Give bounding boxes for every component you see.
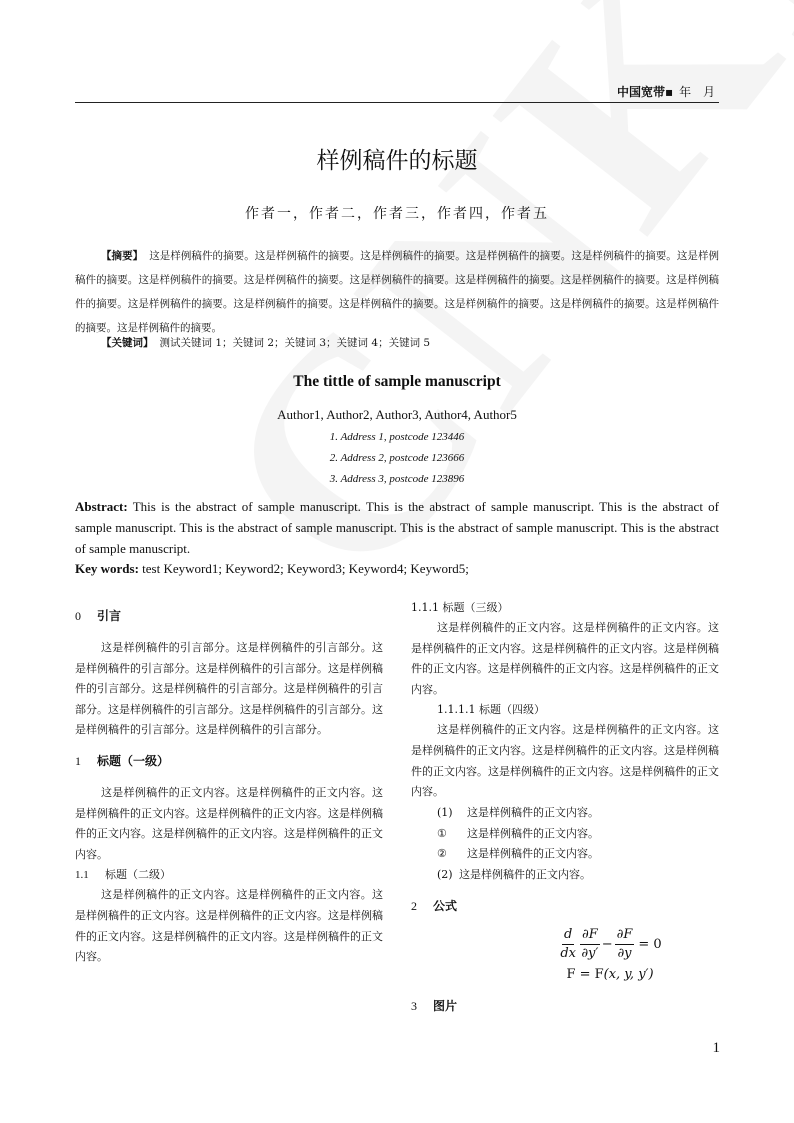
address-line: 2. Address 2, postcode 123666: [329, 452, 465, 464]
address-line: 1. Address 1, postcode 123446: [329, 431, 465, 443]
list-text: 这是样例稿件的正文内容。: [459, 868, 591, 882]
keywords-en-label: Key words:: [75, 561, 139, 576]
section-title: 图片: [433, 998, 458, 1013]
numerator: d: [562, 926, 574, 945]
section-number: 2: [411, 898, 417, 913]
list-text: 这是样例稿件的正文内容。: [467, 826, 599, 840]
keywords-cn: [75, 333, 719, 353]
body-paragraph: 这是样例稿件的正文内容。这是样例稿件的正文内容。这是样例稿件的正文内容。这是样例稿件的正文内容。这是样例稿件的正文内容。这是样例稿件的正文内容。这是样例稿件的正文内容。: [75, 888, 383, 964]
section-number: 1.1: [75, 869, 89, 882]
address-line: 3. Address 3, postcode 123896: [329, 473, 465, 485]
addresses: [0, 427, 794, 490]
abstract-en-label: Abstract:: [75, 499, 128, 514]
running-header: [75, 84, 719, 103]
section-heading: [411, 896, 719, 916]
section-heading: [75, 606, 383, 626]
authors-en: Author1, Author2, Author3, Author4, Author5: [277, 407, 517, 422]
section-title: 引言: [97, 609, 122, 623]
intro-paragraph: 这是样例稿件的引言部分。这是样例稿件的引言部分。这是样例稿件的引言部分。这是样例稿件的引言部分。这是样例稿件的引言部分。这是样例稿件的引言部分。这是样例稿件的引言部分。这是样例稿件的引言部分。这是样例稿件的引言部分。这是样例稿件的引言部分。这是样例稿件的引言部分。: [75, 641, 383, 737]
abstract-cn-label: 【摘要】: [101, 250, 144, 262]
equation-euler-lagrange: [501, 926, 719, 963]
list-marker: (1): [437, 805, 453, 819]
section-number: 3: [411, 998, 417, 1013]
abstract-en: [75, 496, 719, 559]
body-paragraph: 这是样例稿件的正文内容。这是样例稿件的正文内容。这是样例稿件的正文内容。这是样例稿件的正文内容。这是样例稿件的正文内容。这是样例稿件的正文内容。这是样例稿件的正文内容。: [411, 621, 719, 696]
section-number: 0: [75, 609, 81, 623]
list-item: [411, 865, 719, 886]
keywords-cn-text: 测试关键词 1；关键词 2；关键词 3；关键词 4；关键词 5: [159, 337, 431, 349]
list-marker: ②: [437, 847, 447, 861]
page-number: 1: [712, 1040, 720, 1056]
abstract-cn-text: 这是样例稿件的摘要。这是样例稿件的摘要。这是样例稿件的摘要。这是样例稿件的摘要。这是样例稿件的摘要。这是样例稿件的摘要。这是样例稿件的摘要。这是样例稿件的摘要。这是样例稿件的摘要。这是样例稿件的摘要。这是样例稿件的摘要。这是样例稿件的摘要。这是样例稿件的摘要。这是样例稿件的摘要。这是样例稿件的摘要。这是样例稿件的摘要。这是样例稿件的摘要。这是样例稿件的摘要。这是样例稿件的摘要。: [75, 250, 720, 334]
equation-rhs: = 0: [638, 936, 662, 952]
subsubsection-heading: 1.1.1 标题（三级）: [411, 601, 509, 614]
level4-heading: 1.1.1.1 标题（四级）: [437, 703, 545, 717]
denominator: dx: [560, 945, 576, 961]
list-marker: ①: [437, 826, 447, 840]
paper-title-cn: 样例稿件的标题: [316, 148, 478, 174]
body-paragraph: 这是样例稿件的正文内容。这是样例稿件的正文内容。这是样例稿件的正文内容。这是样例稿件的正文内容。这是样例稿件的正文内容。这是样例稿件的正文内容。这是样例稿件的正文内容。: [411, 723, 719, 799]
abstract-en-text: This is the abstract of sample manuscript. This is the abstract of sample manuscript. This is the abstract of sample manuscript. This is the abstract of sample manuscript. This is the abstract of sample manuscript. This is the abstract of sample manuscript.: [75, 499, 720, 556]
numerator: ∂F: [615, 926, 635, 945]
section-heading: [411, 996, 719, 1016]
subsection-heading: [75, 865, 383, 885]
keywords-en-text: test Keyword1; Keyword2; Keyword3; Keyword4; Keyword5;: [142, 561, 469, 576]
equation-lhs: F = F: [566, 966, 604, 982]
list-text: 这是样例稿件的正文内容。: [467, 847, 599, 861]
list-text: 这是样例稿件的正文内容。: [467, 805, 599, 819]
fraction: [580, 926, 600, 963]
section-heading: [75, 751, 383, 771]
fraction: [560, 926, 576, 963]
left-column: [75, 606, 383, 968]
section-title: 标题（二级）: [105, 868, 171, 882]
issue-date: 年 月: [679, 85, 719, 99]
list-item: [411, 844, 719, 865]
list-item: [411, 824, 719, 845]
equation-args: (x, y, y′): [603, 966, 654, 982]
section-number: 1: [75, 753, 81, 768]
list-item: [411, 803, 719, 824]
abstract-cn: [75, 244, 719, 340]
keywords-en: [75, 558, 719, 579]
keywords-cn-label: 【关键词】: [101, 337, 154, 349]
section-title: 标题（一级）: [97, 753, 170, 768]
list-marker: (2): [437, 868, 453, 882]
section-title: 公式: [433, 898, 458, 913]
minus-sign: −: [601, 936, 613, 952]
numerator: ∂F: [580, 926, 600, 945]
equation-function: [501, 967, 719, 982]
denominator: ∂y′: [581, 945, 599, 961]
fraction: [615, 926, 635, 963]
right-column: [411, 598, 719, 1016]
journal-name: 中国宽带▪: [617, 85, 674, 99]
body-paragraph: 这是样例稿件的正文内容。这是样例稿件的正文内容。这是样例稿件的正文内容。这是样例稿件的正文内容。这是样例稿件的正文内容。这是样例稿件的正文内容。这是样例稿件的正文内容。: [75, 785, 383, 861]
denominator: ∂y: [617, 945, 632, 961]
authors-cn: 作者一，作者二，作者三，作者四，作者五: [245, 206, 549, 222]
paper-title-en: The tittle of sample manuscript: [293, 373, 501, 390]
